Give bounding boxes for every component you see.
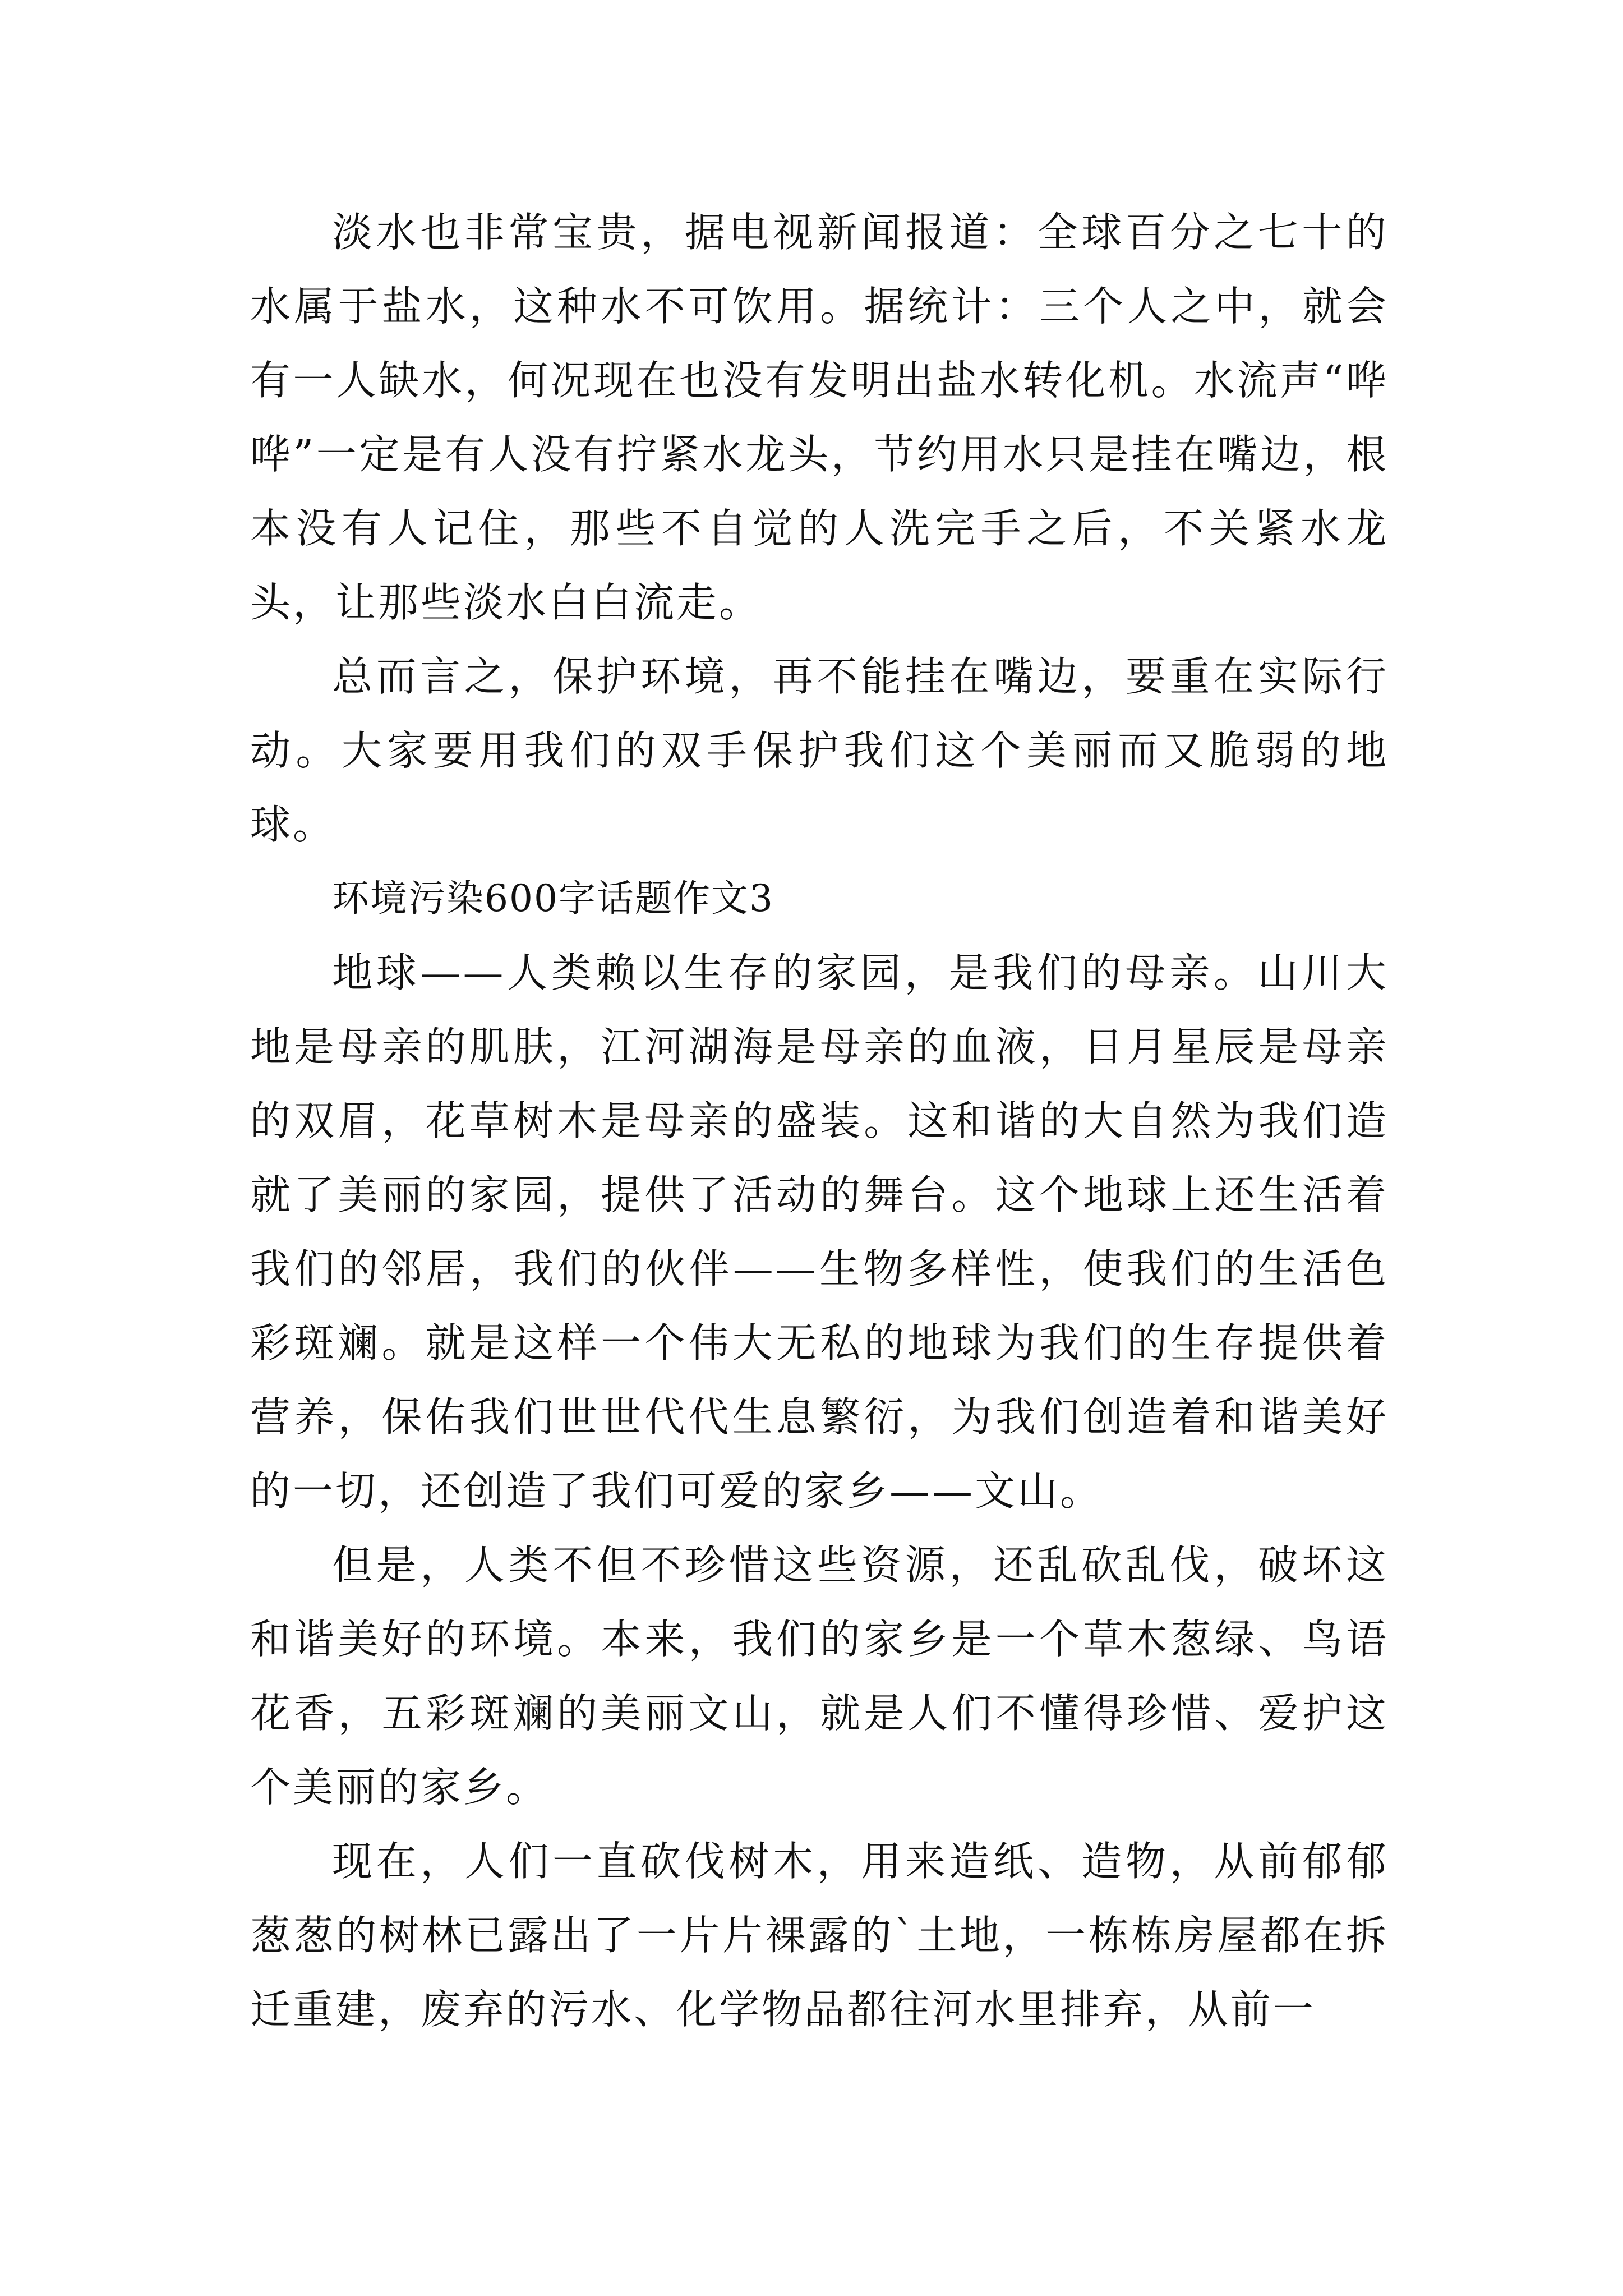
document-page — [250, 195, 1389, 2046]
paragraph-now: 现在，人们一直砍伐树木，用来造纸、造物，从前郁郁葱葱的树林已露出了一片片裸露的`土地，一栋栋房屋都在拆迁重建，废弃的污水、化学物品都往河水里排弃，从前一 — [250, 1838, 1389, 2033]
paragraph-but-humans: 但是，人类不但不珍惜这些资源，还乱砍乱伐，破坏这和谐美好的环境。本来，我们的家乡是一个草木葱绿、鸟语花香，五彩斑斓的美丽文山，就是人们不懂得珍惜、爱护这个美丽的家乡。 — [250, 1542, 1389, 1811]
paragraph-conclusion: 总而言之，保护环境，再不能挂在嘴边，要重在实际行动。大家要用我们的双手保护我们这个美丽而又脆弱的地球。 — [250, 653, 1389, 848]
essay-title: 环境污染600字话题作文3 — [332, 877, 774, 920]
paragraph-earth-mother: 地球——人类赖以生存的家园，是我们的母亲。山川大地是母亲的肌肤，江河湖海是母亲的血液，日月星辰是母亲的双眉，花草树木是母亲的盛装。这和谐的大自然为我们造就了美丽的家园，提供了活动的舞台。这个地球上还生活着我们的邻居，我们的伙伴——生物多样性，使我们的生活色彩斑斓。就是这样一个伟大无私的地球为我们的生存提供着营养，保佑我们世世代代生息繁衍，为我们创造着和谐美好的一切，还创造了我们可爱的家乡——文山。 — [250, 949, 1389, 1515]
paragraph-fresh-water: 淡水也非常宝贵，据电视新闻报道：全球百分之七十的水属于盐水，这种水不可饮用。据统计：三个人之中，就会有一人缺水，何况现在也没有发明出盐水转化机。水流声“哗哗”一定是有人没有拧紧水龙头，节约用水只是挂在嘴边，根本没有人记住，那些不自觉的人洗完手之后，不关紧水龙头，让那些淡水白白流走。 — [250, 209, 1389, 626]
